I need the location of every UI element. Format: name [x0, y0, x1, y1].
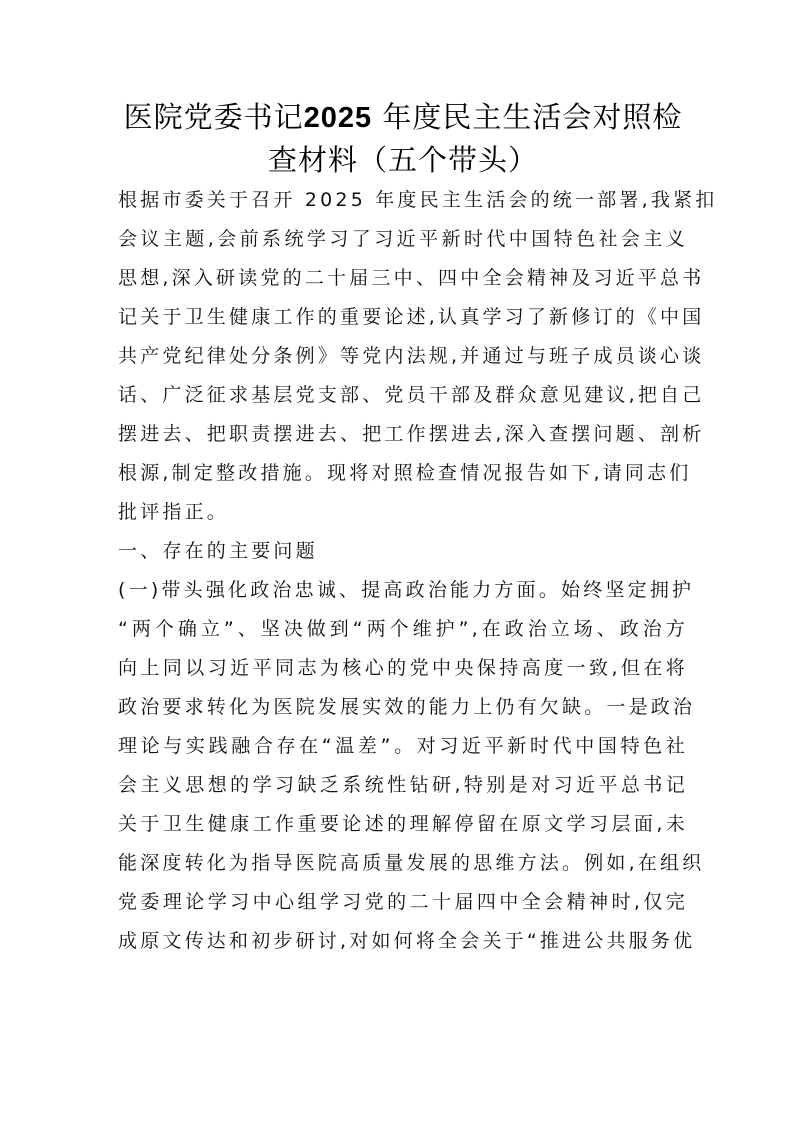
section-1-line: 向上同以习近平同志为核心的党中央保持高度一致,但在将: [118, 657, 688, 679]
section-1-line: 会主义思想的学习缺乏系统性钻研,特别是对习近平总书记: [118, 774, 688, 796]
intro-line: 思想,深入研读党的二十届三中、四中全会精神及习近平总书: [118, 267, 705, 289]
intro-line: 摆进去、把职责摆进去、把工作摆进去,深入查摆问题、剖析: [118, 423, 705, 445]
intro-line: 话、广泛征求基层党支部、党员干部及群众意见建议,把自己: [118, 384, 705, 406]
intro-line: 批评指正。: [118, 501, 230, 523]
title-year: 2025: [303, 102, 373, 134]
section-1-line: 能深度转化为指导医院高质量发展的思维方法。例如,在组织: [118, 852, 705, 874]
title-line-2: 查材料（五个带头）: [267, 143, 538, 177]
section-1-line: (一)带头强化政治忠诚、提高政治能力方面。始终坚定拥护: [118, 579, 695, 601]
intro-line: 根源,制定整改措施。现将对照检查情况报告如下,请同志们: [118, 462, 692, 484]
section-1-line: 成原文传达和初步研讨,对如何将全会关于“推进公共服务优: [118, 930, 696, 952]
intro-line: 根据市委关于召开 2025 年度民主生活会的统一部署,我紧扣: [118, 189, 718, 211]
section-1-paragraph: [118, 571, 705, 961]
section-1-line: “两个确立”、坚决做到“两个维护”,在政治立场、政治方: [118, 618, 688, 640]
section-1-line: 政治要求转化为医院发展实效的能力上仍有欠缺。一是政治: [118, 696, 696, 718]
document-title: [118, 96, 688, 181]
intro-line: 记关于卫生健康工作的重要论述,认真学习了新修订的《中国: [118, 306, 705, 328]
title-line-1: 医院党委书记2025 年度民主生活会对照检: [123, 100, 683, 134]
intro-line: 共产党纪律处分条例》等党内法规,并通过与班子成员谈心谈: [118, 345, 705, 367]
section-1-line: 关于卫生健康工作重要论述的理解停留在原文学习层面,未: [118, 813, 688, 835]
intro-paragraph: [118, 181, 718, 532]
document-body: [118, 181, 718, 961]
section-1-line: 理论与实践融合存在“温差”。对习近平新时代中国特色社: [118, 735, 688, 757]
document-page: [118, 96, 718, 961]
section-1-line: 党委理论学习中心组学习党的二十届四中全会精神时,仅完: [118, 891, 688, 913]
intro-line: 会议主题,会前系统学习了习近平新时代中国特色社会主义: [118, 228, 688, 250]
section-heading: 一、存在的主要问题: [118, 540, 318, 562]
